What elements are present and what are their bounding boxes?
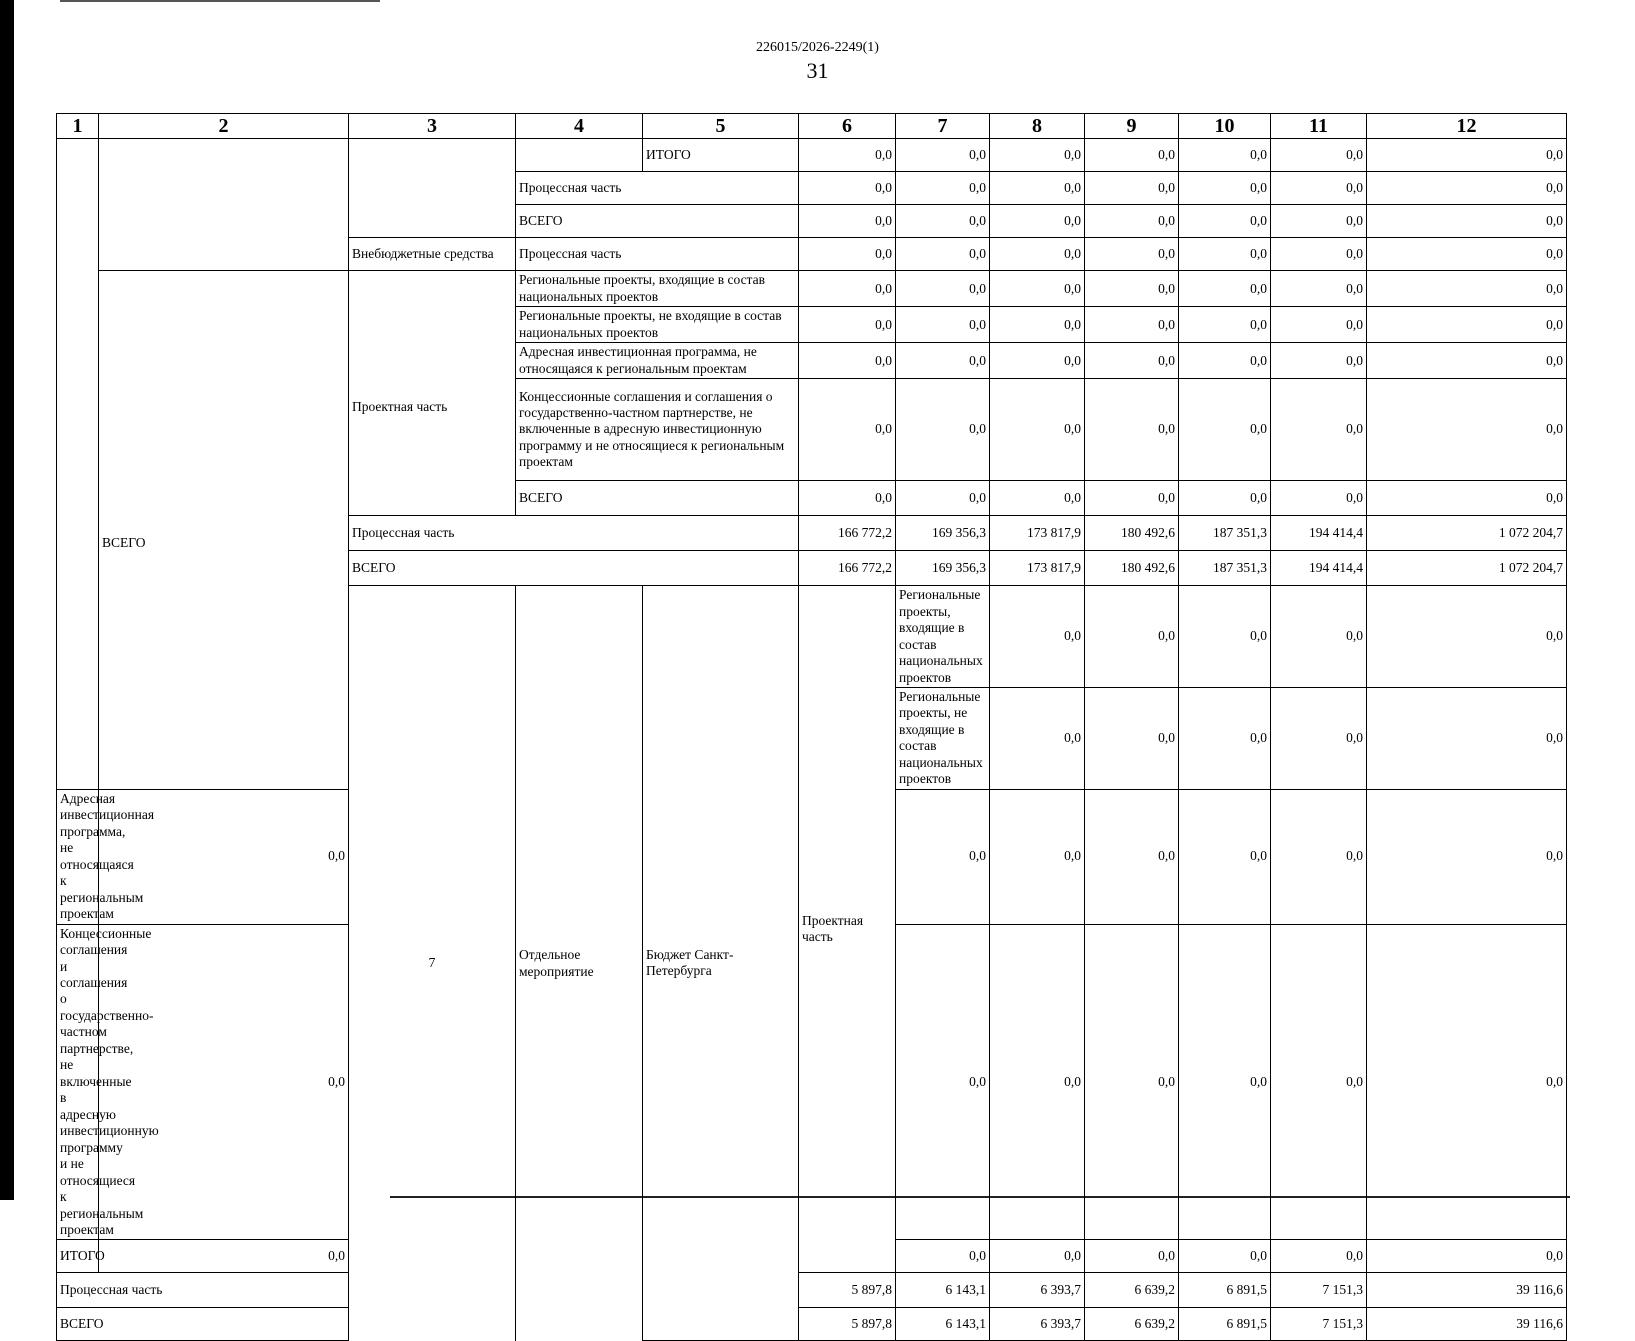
- column-number: 4: [516, 114, 643, 139]
- value-cell: 0,0: [1085, 924, 1179, 1240]
- value-cell: 0,0: [1367, 205, 1567, 238]
- value-cell: 0,0: [990, 789, 1085, 924]
- value-cell: 0,0: [1085, 271, 1179, 307]
- value-cell: 0,0: [1179, 172, 1271, 205]
- column-number: 5: [643, 114, 799, 139]
- table-row: [57, 139, 1567, 172]
- section-total-label: ВСЕГО: [99, 271, 349, 789]
- column-number: 7: [896, 114, 990, 139]
- column-number: 12: [1367, 114, 1567, 139]
- row-label: ИТОГО: [57, 1240, 99, 1273]
- value-cell: 0,0: [990, 688, 1085, 790]
- value-cell: 0,0: [1085, 172, 1179, 205]
- value-cell: 0,0: [896, 1240, 990, 1273]
- value-cell: 0,0: [990, 379, 1085, 481]
- value-cell: 0,0: [896, 924, 990, 1240]
- value-cell: 0,0: [990, 586, 1085, 688]
- value-cell: 0,0: [1367, 172, 1567, 205]
- item-name: Отдельное мероприятие: [516, 586, 643, 1341]
- value-cell: 0,0: [799, 307, 896, 343]
- value-cell: 7 151,3: [1271, 1273, 1367, 1308]
- value-cell: 0,0: [1085, 343, 1179, 379]
- value-cell: 0,0: [990, 139, 1085, 172]
- value-cell: 0,0: [990, 307, 1085, 343]
- value-cell: 0,0: [1367, 481, 1567, 516]
- row-label: Внебюджетные средства: [349, 238, 516, 271]
- value-cell: 0,0: [1085, 481, 1179, 516]
- value-cell: 6 143,1: [896, 1308, 990, 1341]
- value-cell: 0,0: [1271, 139, 1367, 172]
- cell-empty: [516, 139, 643, 172]
- value-cell: 0,0: [1271, 379, 1367, 481]
- value-cell: 0,0: [1367, 688, 1567, 790]
- value-cell: 0,0: [1085, 379, 1179, 481]
- value-cell: 0,0: [1179, 205, 1271, 238]
- value-cell: 0,0: [799, 205, 896, 238]
- cell-empty: [57, 139, 99, 789]
- value-cell: 0,0: [99, 924, 349, 1240]
- column-number: 11: [1271, 114, 1367, 139]
- row-label: Процессная часть: [516, 172, 799, 205]
- value-cell: 0,0: [1271, 1240, 1367, 1273]
- value-cell: 6 891,5: [1179, 1308, 1271, 1341]
- value-cell: 39 116,6: [1367, 1308, 1567, 1341]
- project-part-label: Проектная часть: [349, 271, 516, 516]
- value-cell: 0,0: [99, 789, 349, 924]
- page-number: 31: [806, 58, 829, 83]
- value-cell: 5 897,8: [799, 1308, 896, 1341]
- value-cell: 0,0: [799, 481, 896, 516]
- cell-empty: [99, 139, 349, 271]
- value-cell: 187 351,3: [1179, 516, 1271, 551]
- value-cell: 6 639,2: [1085, 1308, 1179, 1341]
- value-cell: 39 116,6: [1367, 1273, 1567, 1308]
- row-label: Процессная часть: [516, 238, 799, 271]
- row-label: Адресная инвестиционная программа, не относящаяся к региональным проектам: [516, 343, 799, 379]
- value-cell: 0,0: [799, 271, 896, 307]
- value-cell: 0,0: [1367, 924, 1567, 1240]
- value-cell: 0,0: [1085, 586, 1179, 688]
- value-cell: 0,0: [1367, 307, 1567, 343]
- column-number: 3: [349, 114, 516, 139]
- value-cell: 0,0: [1179, 307, 1271, 343]
- value-cell: 0,0: [1271, 688, 1367, 790]
- value-cell: 194 414,4: [1271, 516, 1367, 551]
- column-number: 8: [990, 114, 1085, 139]
- table-row: [57, 1273, 1567, 1308]
- value-cell: 0,0: [896, 481, 990, 516]
- row-label: ИТОГО: [643, 139, 799, 172]
- budget-source: Бюджет Санкт-Петербурга: [643, 586, 799, 1341]
- value-cell: 0,0: [1085, 307, 1179, 343]
- value-cell: 7 151,3: [1271, 1308, 1367, 1341]
- value-cell: 0,0: [896, 379, 990, 481]
- value-cell: 0,0: [1367, 271, 1567, 307]
- value-cell: 0,0: [1271, 343, 1367, 379]
- value-cell: 0,0: [990, 924, 1085, 1240]
- column-number: 9: [1085, 114, 1179, 139]
- value-cell: 0,0: [1271, 307, 1367, 343]
- value-cell: 0,0: [1085, 1240, 1179, 1273]
- row-label: Концессионные соглашения и соглашения о государственно-частном партнерстве, не включенные в адресную инвестиционную программу и не относящиеся к региональным проектам: [57, 924, 99, 1240]
- row-label: ВСЕГО: [516, 205, 799, 238]
- value-cell: 166 772,2: [799, 551, 896, 586]
- value-cell: 0,0: [1179, 379, 1271, 481]
- value-cell: 0,0: [1271, 238, 1367, 271]
- value-cell: 169 356,3: [896, 516, 990, 551]
- value-cell: 0,0: [1271, 924, 1367, 1240]
- column-number: 1: [57, 114, 99, 139]
- value-cell: 0,0: [1271, 172, 1367, 205]
- column-number: 2: [99, 114, 349, 139]
- value-cell: 1 072 204,7: [1367, 516, 1567, 551]
- value-cell: 0,0: [1367, 139, 1567, 172]
- value-cell: 0,0: [1271, 586, 1367, 688]
- value-cell: 0,0: [896, 343, 990, 379]
- value-cell: 0,0: [896, 172, 990, 205]
- table-row: [57, 271, 1567, 307]
- value-cell: 0,0: [1179, 924, 1271, 1240]
- row-label: Адресная инвестиционная программа, не относящаяся к региональным проектам: [57, 789, 99, 924]
- value-cell: 0,0: [896, 307, 990, 343]
- project-part-label: Проектная часть: [799, 586, 896, 1273]
- value-cell: 0,0: [1367, 1240, 1567, 1273]
- value-cell: 0,0: [1179, 1240, 1271, 1273]
- value-cell: 0,0: [1179, 789, 1271, 924]
- value-cell: 5 897,8: [799, 1273, 896, 1308]
- value-cell: 169 356,3: [896, 551, 990, 586]
- value-cell: 194 414,4: [1271, 551, 1367, 586]
- value-cell: 180 492,6: [1085, 516, 1179, 551]
- value-cell: 0,0: [799, 343, 896, 379]
- value-cell: 6 393,7: [990, 1273, 1085, 1308]
- table-row: [57, 1308, 1567, 1341]
- cell-empty: [349, 139, 516, 238]
- row-label: Региональные проекты, входящие в состав национальных проектов: [516, 271, 799, 307]
- value-cell: 6 143,1: [896, 1273, 990, 1308]
- value-cell: 0,0: [896, 238, 990, 271]
- column-number: 10: [1179, 114, 1271, 139]
- value-cell: 0,0: [799, 139, 896, 172]
- value-cell: 0,0: [799, 172, 896, 205]
- row-label: Региональные проекты, не входящие в состав национальных проектов: [896, 688, 990, 790]
- value-cell: 0,0: [1367, 789, 1567, 924]
- value-cell: 1 072 204,7: [1367, 551, 1567, 586]
- value-cell: 0,0: [1179, 586, 1271, 688]
- value-cell: 0,0: [799, 238, 896, 271]
- budget-table: [56, 113, 1567, 1341]
- row-label: ВСЕГО: [349, 551, 799, 586]
- value-cell: 0,0: [896, 271, 990, 307]
- value-cell: 0,0: [1179, 688, 1271, 790]
- value-cell: 0,0: [1085, 688, 1179, 790]
- value-cell: 0,0: [1367, 379, 1567, 481]
- value-cell: 0,0: [1085, 139, 1179, 172]
- value-cell: 173 817,9: [990, 551, 1085, 586]
- value-cell: 6 639,2: [1085, 1273, 1179, 1308]
- value-cell: 0,0: [1367, 238, 1567, 271]
- value-cell: 0,0: [896, 205, 990, 238]
- value-cell: 0,0: [1271, 481, 1367, 516]
- value-cell: 0,0: [1179, 481, 1271, 516]
- value-cell: 0,0: [1271, 271, 1367, 307]
- row-label: Процессная часть: [57, 1273, 349, 1308]
- value-cell: 187 351,3: [1179, 551, 1271, 586]
- column-number: 6: [799, 114, 896, 139]
- document-number: 226015/2026-2249(1): [756, 40, 879, 55]
- value-cell: 0,0: [1271, 205, 1367, 238]
- value-cell: 6 393,7: [990, 1308, 1085, 1341]
- row-label: Концессионные соглашения и соглашения о государственно-частном партнерстве, не включенные в адресную инвестиционную программу и не относящиеся к региональным проектам: [516, 379, 799, 481]
- value-cell: 0,0: [1179, 139, 1271, 172]
- value-cell: 0,0: [1085, 205, 1179, 238]
- value-cell: 0,0: [1179, 343, 1271, 379]
- row-label: Процессная часть: [349, 516, 799, 551]
- value-cell: 166 772,2: [799, 516, 896, 551]
- value-cell: 0,0: [990, 481, 1085, 516]
- row-label: Региональные проекты, не входящие в состав национальных проектов: [516, 307, 799, 343]
- value-cell: 0,0: [990, 343, 1085, 379]
- value-cell: 0,0: [1179, 238, 1271, 271]
- value-cell: 0,0: [1271, 789, 1367, 924]
- value-cell: 0,0: [896, 789, 990, 924]
- row-label: ВСЕГО: [516, 481, 799, 516]
- scan-line-top: [60, 0, 380, 2]
- scan-edge-left: [0, 0, 14, 1200]
- item-number: 7: [349, 586, 516, 1341]
- value-cell: 0,0: [990, 172, 1085, 205]
- value-cell: 0,0: [1085, 238, 1179, 271]
- value-cell: 0,0: [990, 1240, 1085, 1273]
- value-cell: 0,0: [990, 205, 1085, 238]
- row-label: ВСЕГО: [57, 1308, 349, 1341]
- value-cell: 0,0: [896, 139, 990, 172]
- row-label: Региональные проекты, входящие в состав национальных проектов: [896, 586, 990, 688]
- value-cell: 173 817,9: [990, 516, 1085, 551]
- value-cell: 0,0: [1367, 586, 1567, 688]
- value-cell: 0,0: [1179, 271, 1271, 307]
- value-cell: 0,0: [1085, 789, 1179, 924]
- value-cell: 0,0: [1367, 343, 1567, 379]
- value-cell: 0,0: [799, 379, 896, 481]
- value-cell: 0,0: [99, 1240, 349, 1273]
- value-cell: 0,0: [990, 238, 1085, 271]
- column-number-row: [57, 114, 1567, 139]
- value-cell: 6 891,5: [1179, 1273, 1271, 1308]
- value-cell: 0,0: [990, 271, 1085, 307]
- value-cell: 180 492,6: [1085, 551, 1179, 586]
